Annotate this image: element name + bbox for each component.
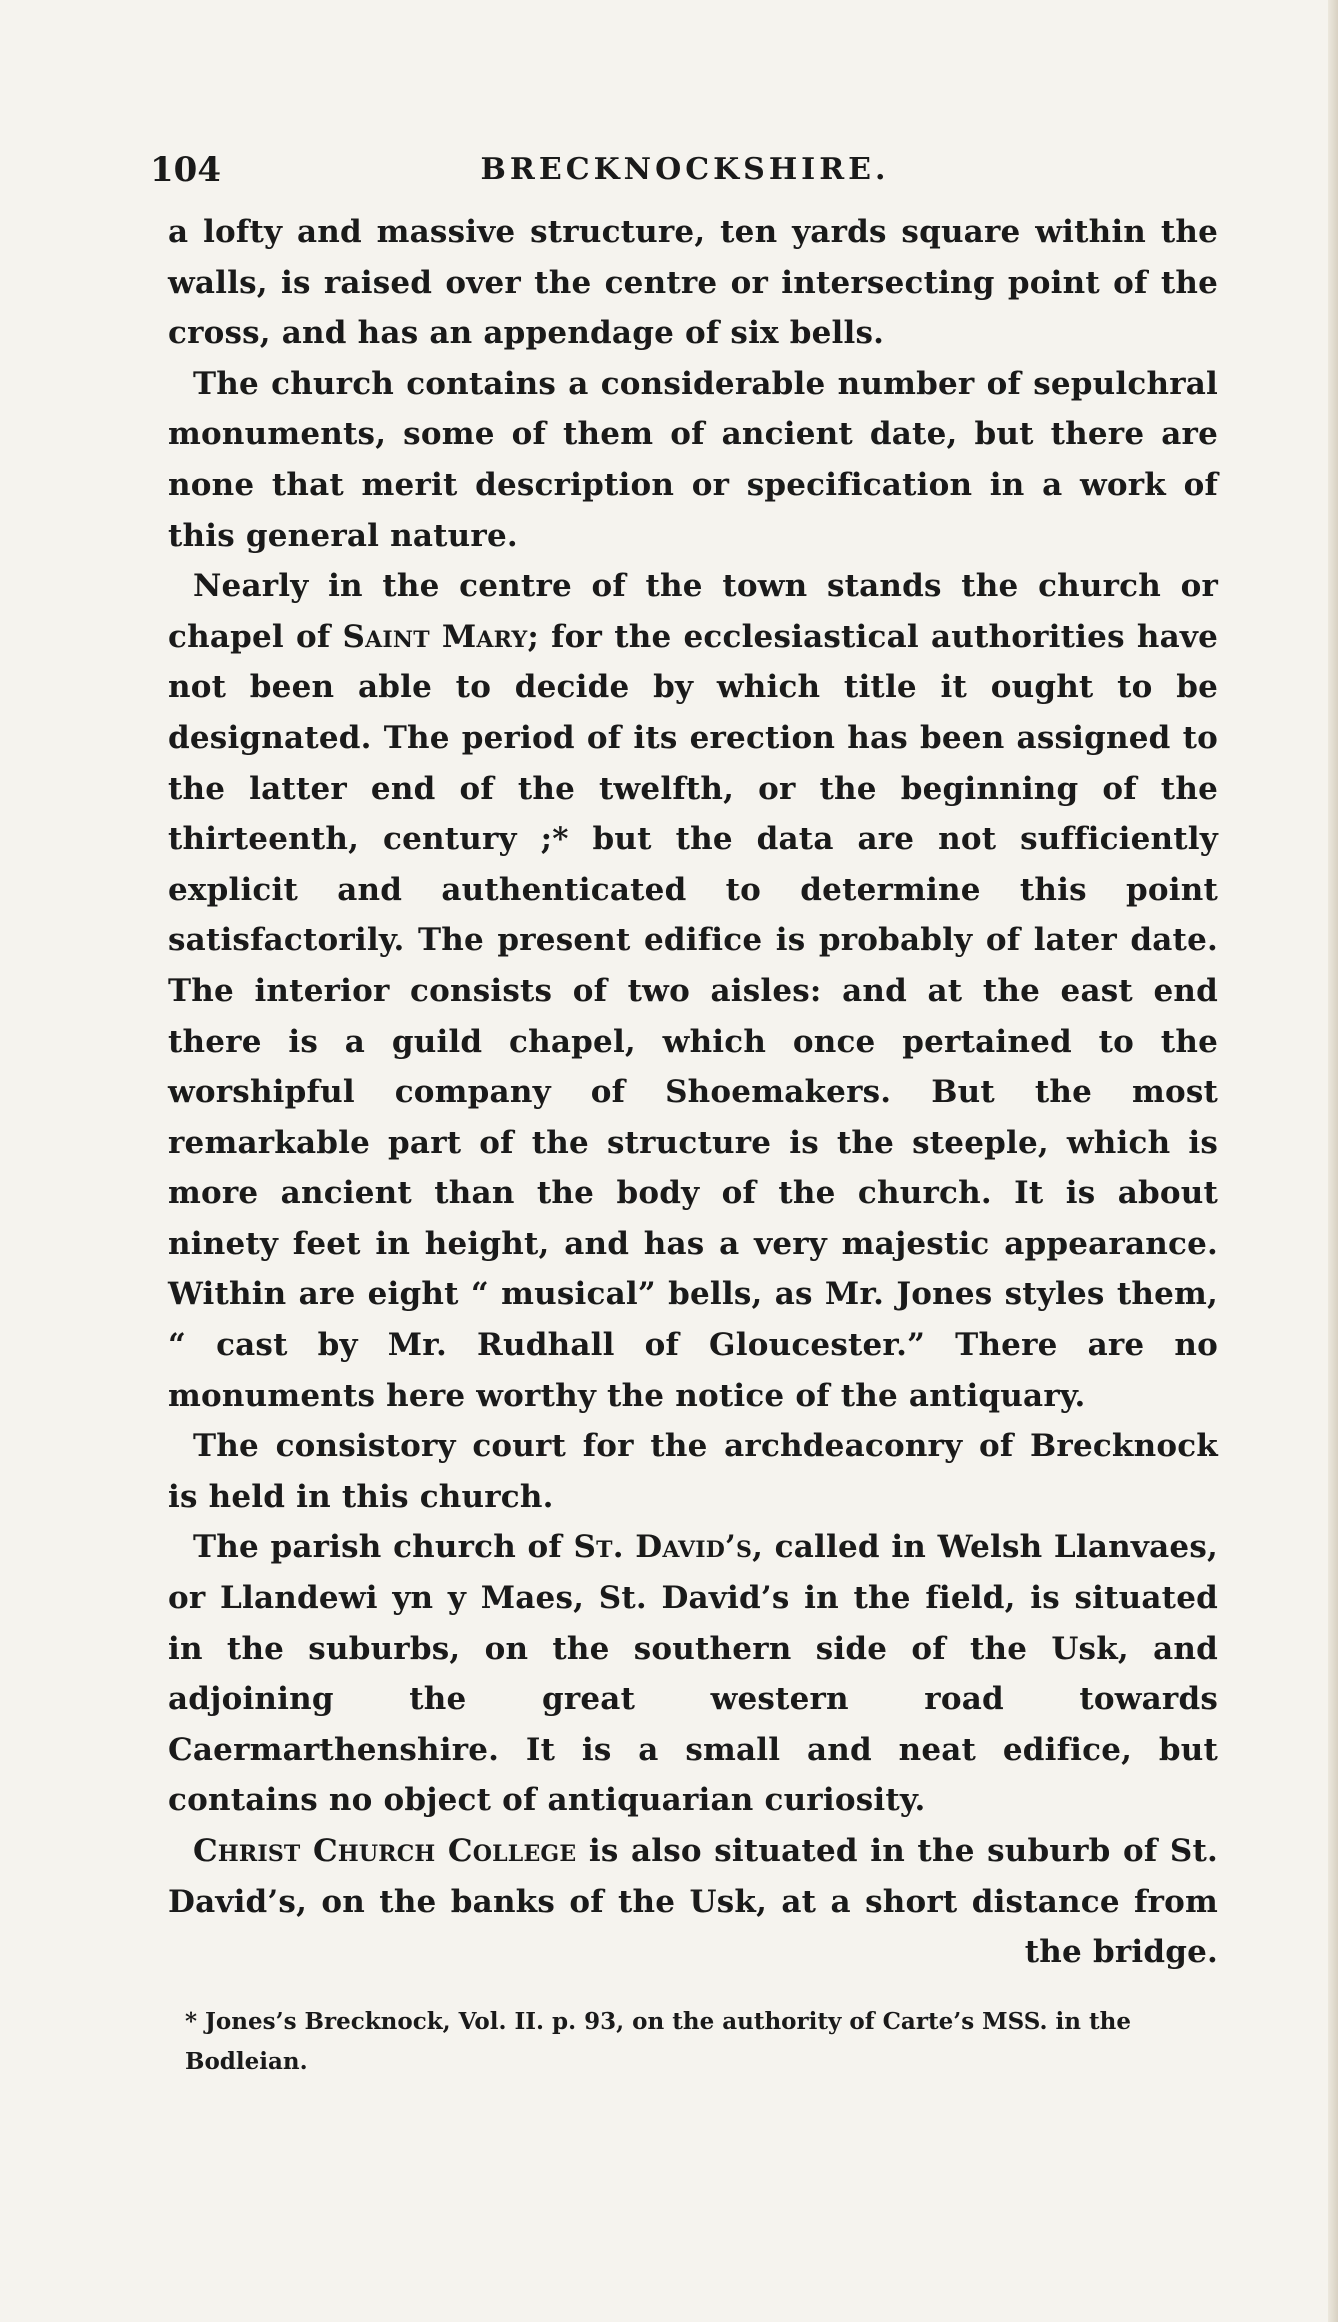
paragraph-3-start: Nearly in the centre of the town stands the church or chapel of bbox=[168, 568, 1218, 655]
paragraph-5-start: The parish church of bbox=[193, 1529, 574, 1566]
paragraph-2: The church contains a considerable number of sepulchral monuments, some of them of ancient date, but there are none that merit description or specification in a work of this general nature. bbox=[168, 365, 1218, 554]
paragraph-3-rest: ; for the ecclesiastical authorities have not been able to decide by which title it ought to be designated. The period of its erection has been assigned to the latter end of the twelfth, or the beginning of the thirteenth, century ;* but the data are not sufficiently explicit and authenticated to determine this point satisfactorily. The present edifice is probably of later date. The interior consists of two aisles: and at the east end there is a guild chapel, which once pertained to the worshipful company of Shoemakers. But the most remarkable part of the structure is the steeple, which is more ancient than the body of the church. It is about ninety feet in height, and has a very majestic appearance. Within are eight “ musical” bells, as Mr. Jones styles them, “ cast by Mr. Rudhall of Gloucester.” There are no monuments here worthy the notice of the antiquary. bbox=[168, 618, 1218, 1414]
saint-mary-name: Saint Mary bbox=[342, 618, 528, 655]
paragraph-6 bbox=[168, 1826, 1218, 1978]
footnote: * Jones’s Brecknock, Vol. II. p. 93, on the authority of Carte’s MSS. in the Bodleian. bbox=[185, 2008, 1131, 2075]
paragraph-5 bbox=[168, 1522, 1218, 1826]
page-edge bbox=[1328, 0, 1338, 2322]
christ-church-college-name: Christ Church College bbox=[193, 1833, 577, 1869]
running-title: BRECKNOCKSHIRE. bbox=[480, 152, 890, 187]
paragraph-4: The consistory court for the archdeaconry of Brecknock is held in this church. bbox=[168, 1428, 1218, 1515]
main-text bbox=[168, 207, 1218, 1978]
page-header bbox=[150, 150, 1220, 196]
paragraph-6-rest: is also situated in the suburb of St. David’s, on the banks of the Usk, at a short distance from the bridge. bbox=[168, 1833, 1218, 1971]
st-davids-name: St. David’s bbox=[573, 1529, 753, 1566]
paragraph-3 bbox=[168, 561, 1218, 1421]
paragraph-1: a lofty and massive structure, ten yards square within the walls, is raised over the centre or intersecting point of the cross, and has an appendage of six bells. bbox=[168, 214, 1218, 352]
paragraph-5-rest: , called in Welsh Llanvaes, or Llandewi yn y Maes, St. David’s in the field, is situated in the suburbs, on the southern side of the Usk, and adjoining the great western road towards Caermarthenshire. It is a small and neat edifice, but contains no object of antiquarian curiosity. bbox=[168, 1529, 1218, 1819]
page-number: 104 bbox=[150, 150, 221, 190]
